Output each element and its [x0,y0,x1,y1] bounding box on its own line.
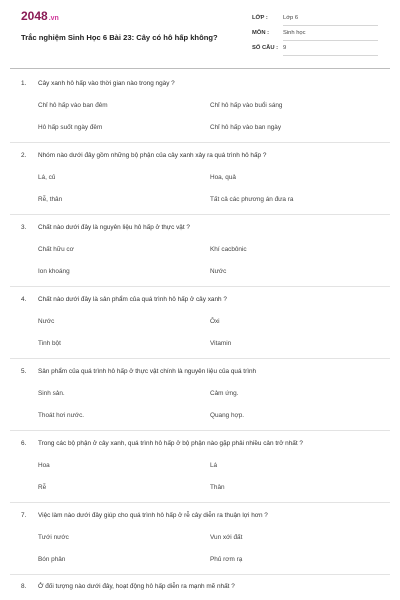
question-number: 1. [21,80,27,87]
meta-row-count [252,42,378,57]
header-divider [10,68,390,69]
question-text [21,296,227,303]
question-divider [10,142,390,143]
answer-option[interactable]: Rễ [38,484,47,491]
answer-option[interactable]: Chỉ hô hấp vào ban ngày [210,124,282,131]
meta-value: 9 [283,45,378,56]
meta-row-subject [252,27,378,42]
question-text [21,512,268,519]
answer-option[interactable]: Rễ, thân [38,196,63,203]
answer-option[interactable]: Thoát hơi nước. [38,412,85,419]
question-text [21,80,175,87]
answer-option[interactable]: Hô hấp suốt ngày đêm [38,124,103,131]
answer-option[interactable]: Ion khoáng [38,268,70,275]
question-number: 8. [21,583,27,590]
answer-option[interactable]: Chất hữu cơ [38,246,74,253]
question-text [21,152,266,159]
meta-value: Lớp 6 [283,15,378,26]
logo-suffix: .vn [48,15,59,22]
answer-option[interactable]: Lá [210,462,218,469]
answer-option[interactable]: Hoa, quả [210,174,236,181]
answer-option[interactable]: Lá, củ [38,174,56,181]
question-divider [10,358,390,359]
answer-option[interactable]: Tinh bột [38,340,61,347]
question-stem: Trong các bộ phận ở cây xanh, quá trình hô hấp ở bộ phận nào gặp phải nhiều cản trở nhất ? [38,440,303,447]
question-stem: Nhóm nào dưới đây gồm những bộ phận của cây xanh xảy ra quá trình hô hấp ? [38,152,267,159]
question-divider [10,214,390,215]
meta-label: SỐ CÂU : [252,45,279,51]
question-number: 6. [21,440,27,447]
answer-option[interactable]: Vun xới đất [210,534,243,541]
question-number: 7. [21,512,27,519]
answer-option[interactable]: Nước [210,268,227,275]
site-logo[interactable] [21,9,59,23]
question-stem: Chất nào dưới đây là nguyên liệu hô hấp ở thực vật ? [38,224,190,231]
question-number: 3. [21,224,27,231]
meta-value: Sinh học [283,30,378,41]
question-divider [10,286,390,287]
answer-option[interactable]: Vitamin [210,340,232,347]
answer-option[interactable]: Chỉ hô hấp vào buổi sáng [210,102,283,109]
question-text [21,440,303,447]
question-stem: Ở đối tượng nào dưới đây, hoạt động hô hấp diễn ra mạnh mẽ nhất ? [38,583,235,590]
answer-option[interactable]: Cảm ứng. [210,390,239,397]
meta-row-class [252,12,378,27]
question-stem: Cây xanh hô hấp vào thời gian nào trong ngày ? [38,80,175,87]
answer-option[interactable]: Thân [210,484,225,491]
answer-option[interactable]: Phủ rơm rạ [210,556,243,563]
question-stem: Sản phẩm của quá trình hô hấp ở thực vật chính là nguyên liệu của quá trình [38,368,257,375]
page-title: Trắc nghiệm Sinh Học 6 Bài 23: Cây có hô hấp không? [21,33,218,42]
question-stem: Chất nào dưới đây là sản phẩm của quá trình hô hấp ở cây xanh ? [38,296,227,303]
question-divider [10,502,390,503]
answer-option[interactable]: Tất cả các phương án đưa ra [210,196,294,203]
logo-number: 2048 [21,9,48,23]
meta-label: LỚP : [252,15,268,21]
meta-label: MÔN : [252,30,270,36]
answer-option[interactable]: Khí cacbônic [210,246,247,253]
answer-option[interactable]: Tưới nước [38,534,69,541]
question-number: 4. [21,296,27,303]
answer-option[interactable]: Quang hợp. [210,412,245,419]
question-divider [10,430,390,431]
question-number: 5. [21,368,27,375]
answer-option[interactable]: Ôxi [210,318,220,325]
answer-option[interactable]: Bón phân [38,556,66,563]
meta-info [252,12,378,57]
question-text [21,224,190,231]
question-text [21,368,256,375]
question-divider [10,574,390,575]
question-text [21,583,235,590]
answer-option[interactable]: Chỉ hô hấp vào ban đêm [38,102,108,109]
answer-option[interactable]: Nước [38,318,55,325]
answer-option[interactable]: Hoa [38,462,50,469]
question-number: 2. [21,152,27,159]
document-header [0,0,400,68]
question-stem: Việc làm nào dưới đây giúp cho quá trình hô hấp ở rễ cây diễn ra thuận lợi hơn ? [38,512,268,519]
answer-option[interactable]: Sinh sản. [38,390,65,397]
